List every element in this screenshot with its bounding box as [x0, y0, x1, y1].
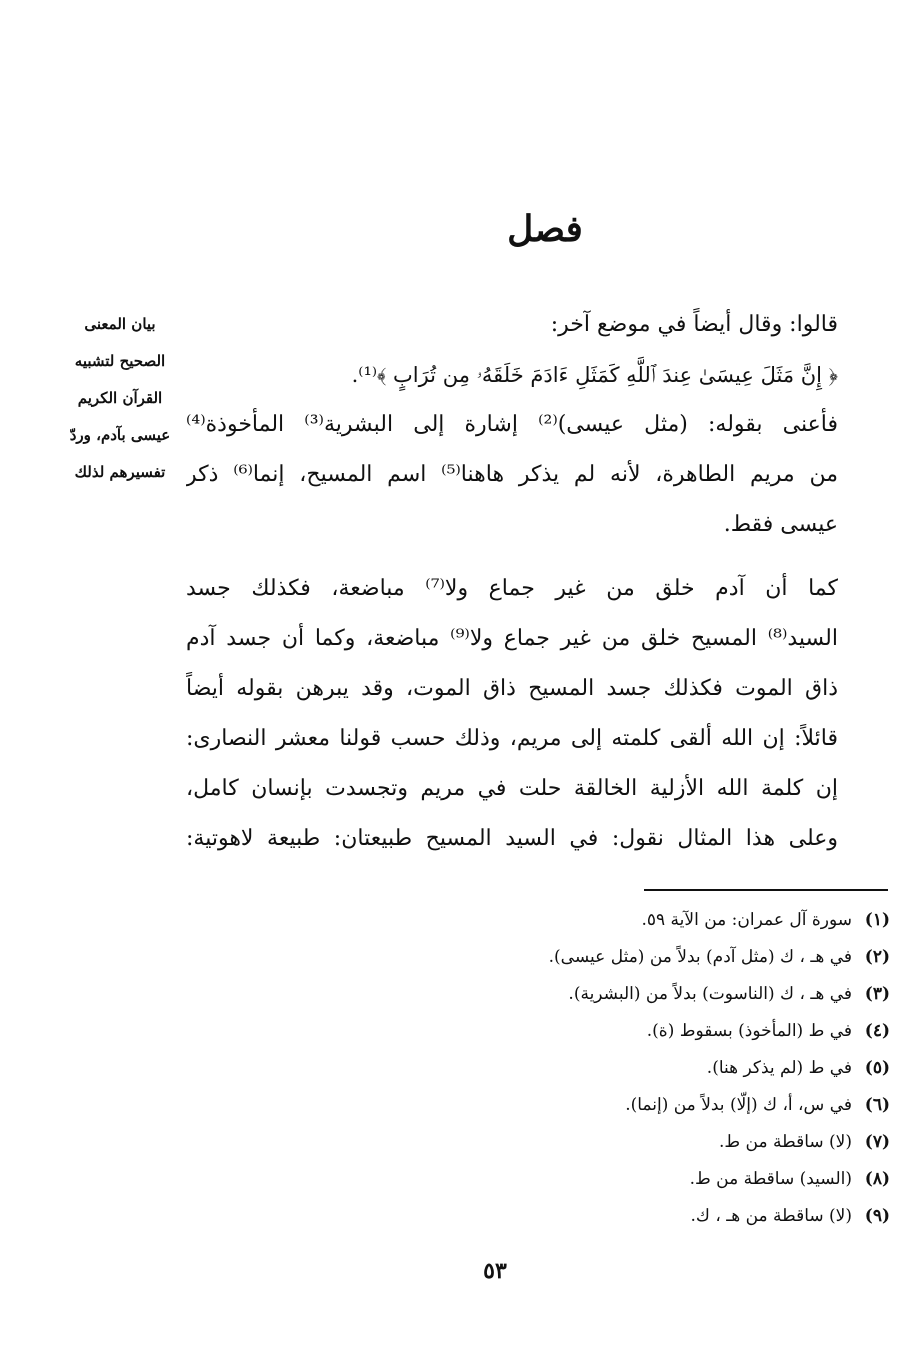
footnote-text: (لا) ساقطة من هـ ، ك. [690, 1206, 852, 1226]
footnote [420, 1013, 890, 1050]
footnote-text: في ط (لم يذكر هنا). [706, 1058, 852, 1078]
margin-note [60, 306, 180, 491]
main-text [186, 300, 838, 864]
quran-verse: ﴿ إِنَّ مَثَلَ عِيسَىٰ عِندَ ٱللَّهِ كَمَثَلِ ءَادَمَ خَلَقَهُۥ مِن تُرَابٍ ﴾⁽¹⁾. [351, 363, 838, 387]
footnote [420, 939, 890, 976]
footnote [420, 976, 890, 1013]
text-line: من مريم الطاهرة، لأنه لم يذكر هاهنا⁽⁵⁾ اسم المسيح، إنما⁽⁶⁾ ذكر [186, 462, 838, 487]
footnote-number: (٥) [864, 1058, 890, 1078]
text-line: السيد⁽⁸⁾ المسيح خلق من غير جماع ولا⁽⁹⁾ مباضعة، وكما أن جسد آدم [186, 626, 838, 651]
text-line: كما أن آدم خلق من غير جماع ولا⁽⁷⁾ مباضعة، فكذلك جسد [186, 576, 838, 601]
margin-note-line: بيان المعنى [84, 315, 156, 333]
footnote-text: (لا) ساقطة من ط. [719, 1132, 852, 1152]
footnote [420, 1087, 890, 1124]
page-number: ٥٣ [483, 1258, 507, 1284]
text-line: قائلاً: إن الله ألقى كلمته إلى مريم، وذلك حسب قولنا معشر النصارى: [186, 726, 838, 751]
footnote-number: (١) [864, 910, 890, 930]
footnotes [420, 902, 890, 1235]
footnote-text: (السيد) ساقطة من ط. [689, 1169, 852, 1189]
footnote [420, 1124, 890, 1161]
footnote-number: (٤) [864, 1021, 890, 1041]
footnote-text: في هـ ، ك (الناسوت) بدلاً من (البشرية). [568, 984, 852, 1004]
footnote [420, 1050, 890, 1087]
margin-note-line: الصحيح لتشبيه [74, 352, 166, 370]
text-line: إن كلمة الله الأزلية الخالقة حلت في مريم وتجسدت بإنسان كامل، [186, 776, 838, 801]
text-line: فأعنى بقوله: (مثل عيسى)⁽²⁾ إشارة إلى البشرية⁽³⁾ المأخوذة⁽⁴⁾ [186, 412, 838, 437]
margin-note-line: عيسى بآدم، وردّ [69, 426, 171, 444]
margin-note-line: القرآن الكريم [77, 389, 163, 407]
text-line: عيسى فقط. [723, 512, 838, 537]
footnote-number: (٩) [864, 1206, 890, 1226]
text-line: قالوا: وقال أيضاً في موضع آخر: [550, 312, 838, 337]
footnote-number: (٢) [864, 947, 890, 967]
footnote-text: سورة آل عمران: من الآية ٥٩. [641, 910, 852, 930]
footnote [420, 1161, 890, 1198]
footnote-text: في هـ ، ك (مثل آدم) بدلاً من (مثل عيسى). [548, 947, 852, 967]
footnote-text: في س، أ، ك (إلّا) بدلاً من (إنما). [625, 1095, 852, 1115]
text-line: وعلى هذا المثال نقول: في السيد المسيح طبيعتان: طبيعة لاهوتية: [186, 826, 838, 851]
footnote-number: (٣) [864, 984, 890, 1004]
footnote [420, 902, 890, 939]
section-heading: فصل [507, 208, 583, 250]
footnote-number: (٨) [864, 1169, 890, 1189]
text-line: ذاق الموت فكذلك جسد المسيح ذاق الموت، وقد يبرهن بقوله أيضاً [186, 676, 838, 701]
margin-note-line: تفسيرهم لذلك [74, 463, 166, 481]
footnote-text: في ط (المأخوذ) بسقوط (ة). [646, 1021, 852, 1041]
footnote-divider [644, 889, 888, 891]
footnote-number: (٦) [864, 1095, 890, 1115]
footnote [420, 1198, 890, 1235]
footnote-number: (٧) [864, 1132, 890, 1152]
